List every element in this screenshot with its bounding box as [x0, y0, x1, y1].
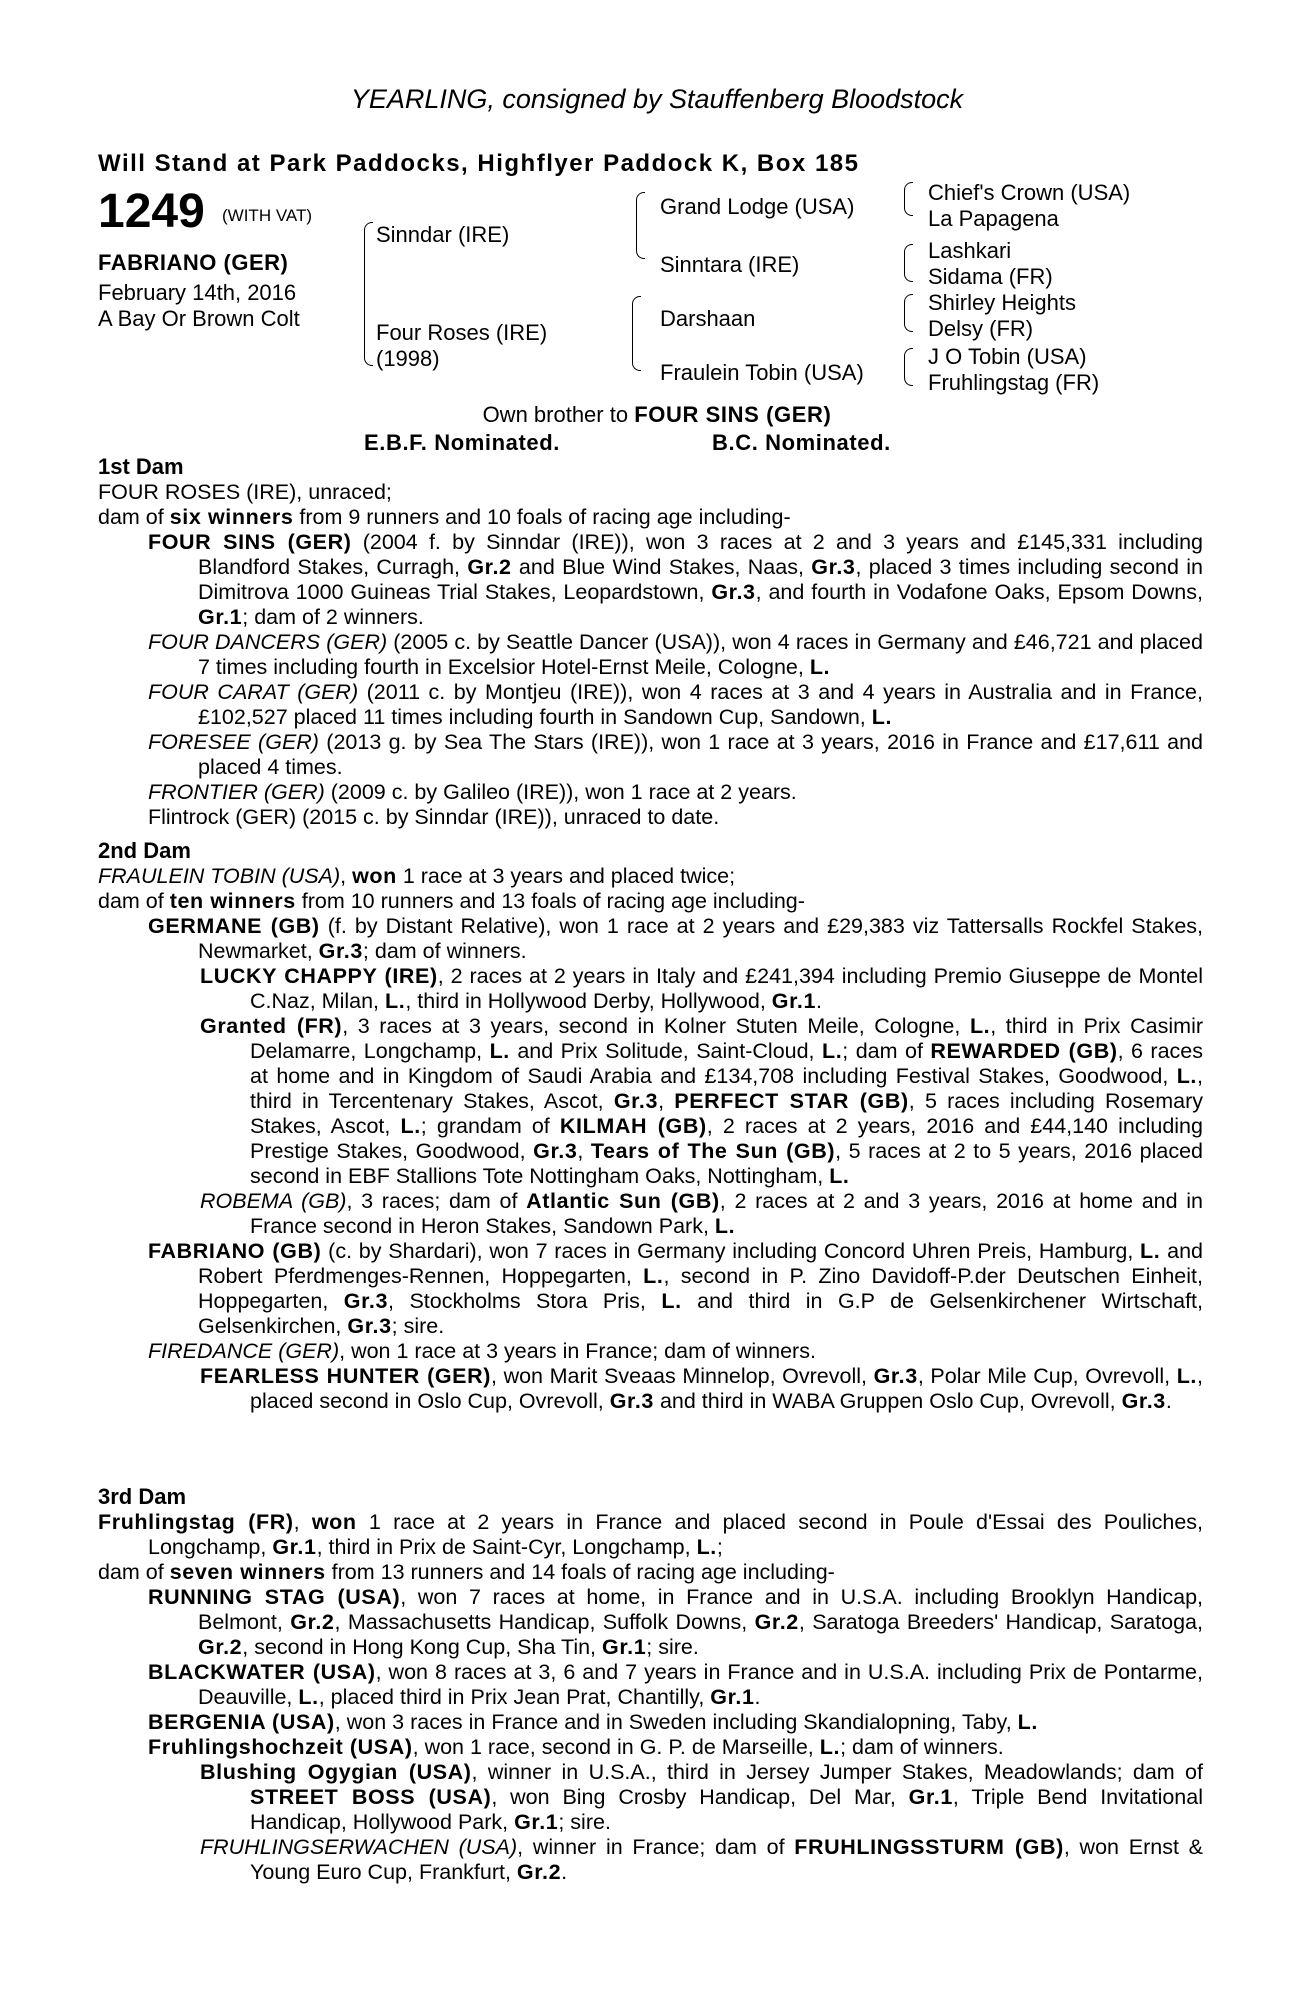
progeny-entry: FRUHLINGSERWACHEN (USA), winner in France; dam of FRUHLINGSSTURM (GB), won Ernst & Young Euro Cup, Frankfurt, Gr.2.	[200, 1835, 1203, 1884]
own-brother-name: FOUR SINS (GER)	[634, 402, 832, 427]
progeny-entry: FORESEE (GER) (2013 g. by Sea The Stars (IRE)), won 1 race at 3 years, 2016 in France and £17,611 and placed 4 times.	[148, 730, 1203, 779]
second-dam-section	[98, 864, 1203, 1414]
pedigree-sire-sire: Grand Lodge (USA)	[660, 194, 855, 219]
pedigree-dss: Shirley Heights	[928, 290, 1076, 315]
progeny-entry: FOUR SINS (GER) (2004 f. by Sinndar (IRE)), won 3 races at 2 and 3 years and £145,331 including Blandford Stakes, Curragh, Gr.2 and Blue Wind Stakes, Naas, Gr.3, placed 3 times including second in Dimitrova 1000 Guineas Trial Stakes, Leopardstown, Gr.3, and fourth in Vodafone Oaks, Epsom Downs, Gr.1; dam of 2 winners.	[148, 530, 1203, 629]
horse-name: FABRIANO (GER)	[98, 250, 289, 275]
pedigree-brace-sire-b	[636, 232, 645, 259]
progeny-entry: FRONTIER (GER) (2009 c. by Galileo (IRE)), won 1 race at 2 years.	[148, 780, 797, 804]
progeny-entry: BLACKWATER (USA), won 8 races at 3, 6 and 7 years in France and in U.S.A. including Prix de Pontarme, Deauville, L., placed third in Prix Jean Prat, Chantilly, Gr.1.	[148, 1660, 1203, 1709]
dam-summary: dam of ten winners from 10 runners and 13 foals of racing age including-	[98, 889, 805, 913]
progeny-entry: Granted (FR), 3 races at 3 years, second in Kolner Stuten Meile, Cologne, L., third in Prix Casimir Delamarre, Longchamp, L. and Prix Solitude, Saint-Cloud, L.; dam of REWARDED (GB), 6 races at home and in Kingdom of Saudi Arabia and £134,708 including Festival Stakes, Goodwood, L., third in Tercentenary Stakes, Ascot, Gr.3, PERFECT STAR (GB), 5 races including Rosemary Stakes, Ascot, L.; grandam of KILMAH (GB), 2 races at 2 years, 2016 and £44,140 including Prestige Stakes, Goodwood, Gr.3, Tears of The Sun (GB), 5 races at 2 to 5 years, 2016 placed second in EBF Stallions Tote Nottingham Oaks, Nottingham, L.	[200, 1014, 1203, 1188]
first-dam-section	[98, 480, 1203, 830]
pedigree-ddd: Fruhlingstag (FR)	[928, 370, 1100, 395]
pedigree-dam-dam: Fraulein Tobin (USA)	[660, 360, 864, 385]
pedigree-brace-sire	[636, 192, 645, 233]
pedigree-dam-sire: Darshaan	[660, 306, 756, 331]
progeny-entry: RUNNING STAG (USA), won 7 races at home, in France and in U.S.A. including Brooklyn Handicap, Belmont, Gr.2, Massachusetts Handicap, Suffolk Downs, Gr.2, Saratoga Breeders' Handicap, Saratoga, Gr.2, second in Hong Kong Cup, Sha Tin, Gr.1; sire.	[148, 1585, 1203, 1659]
pedigree-brace-3	[904, 294, 913, 332]
dam-intro: FOUR ROSES (IRE), unraced;	[98, 480, 392, 504]
pedigree-sss: Chief's Crown (USA)	[928, 180, 1131, 205]
pedigree-sds: Lashkari	[928, 238, 1012, 263]
pedigree-brace-dam-b	[632, 332, 641, 371]
stand-location: Will Stand at Park Paddocks, Highflyer Paddock K, Box 185	[98, 150, 860, 177]
dam-intro: FRAULEIN TOBIN (USA), won 1 race at 3 years and placed twice;	[98, 864, 736, 888]
progeny-entry: LUCKY CHAPPY (IRE), 2 races at 2 years in Italy and £241,394 including Premio Giuseppe de Montel C.Naz, Milan, L., third in Hollywood Derby, Hollywood, Gr.1.	[200, 964, 1203, 1013]
progeny-entry: FABRIANO (GB) (c. by Shardari), won 7 races in Germany including Concord Uhren Preis, Hamburg, L. and Robert Pferdmenges-Rennen, Hoppegarten, L., second in P. Zino Davidoff-P.der Deutschen Einheit, Hoppegarten, Gr.3, Stockholms Stora Pris, L. and third in G.P de Gelsenkirchener Wirtschaft, Gelsenkirchen, Gr.3; sire.	[148, 1239, 1203, 1338]
ebf-nominated: E.B.F. Nominated.	[364, 430, 560, 455]
consignor-line: YEARLING, consigned by Stauffenberg Bloodstock	[350, 84, 964, 114]
progeny-entry: GERMANE (GB) (f. by Distant Relative), won 1 race at 2 years and £29,383 viz Tattersalls Rockfel Stakes, Newmarket, Gr.3; dam of winners.	[148, 914, 1204, 963]
progeny-entry: FIREDANCE (GER), won 1 race at 3 years in France; dam of winners.	[148, 1339, 816, 1363]
progeny-entry: FEARLESS HUNTER (GER), won Marit Sveaas Minnelop, Ovrevoll, Gr.3, Polar Mile Cup, Ovrevoll, L., placed second in Oslo Cup, Ovrevoll, Gr.3 and third in WABA Gruppen Oslo Cup, Ovrevoll, Gr.3.	[200, 1364, 1203, 1413]
progeny-entry: FOUR DANCERS (GER) (2005 c. by Seattle Dancer (USA)), won 4 races in Germany and £46,721 and placed 7 times including fourth in Excelsior Hotel-Ernst Meile, Cologne, L.	[148, 630, 1203, 679]
own-brother-prefix: Own brother to	[482, 402, 635, 427]
progeny-entry: ROBEMA (GB), 3 races; dam of Atlantic Sun (GB), 2 races at 2 and 3 years, 2016 at home and in France second in Heron Stakes, Sandown Park, L.	[200, 1189, 1203, 1238]
third-dam-title: 3rd Dam	[98, 1484, 187, 1509]
pedigree-dam-year: (1998)	[376, 346, 440, 371]
pedigree-brace-1	[904, 182, 913, 216]
pedigree-dam: Four Roses (IRE)	[376, 320, 548, 345]
progeny-entry: Blushing Ogygian (USA), winner in U.S.A., third in Jersey Jumper Stakes, Meadowlands; dam of STREET BOSS (USA), won Bing Crosby Handicap, Del Mar, Gr.1, Triple Bend Invitational Handicap, Hollywood Park, Gr.1; sire.	[200, 1760, 1203, 1834]
second-dam-title: 2nd Dam	[98, 838, 191, 863]
third-dam-section	[98, 1510, 1203, 1885]
first-dam-title: 1st Dam	[98, 454, 184, 479]
progeny-entry: Flintrock (GER) (2015 c. by Sinndar (IRE)), unraced to date.	[148, 805, 720, 829]
dam-summary: dam of seven winners from 13 runners and 14 foals of racing age including-	[98, 1560, 835, 1584]
progeny-entry: FOUR CARAT (GER) (2011 c. by Montjeu (IRE)), won 4 races at 3 and 4 years in Australia and in France, £102,527 placed 11 times including fourth in Sandown Cup, Sandown, L.	[148, 680, 1203, 729]
pedigree-sire-dam: Sinntara (IRE)	[660, 252, 800, 277]
pedigree-brace-4	[904, 348, 913, 386]
dam-summary: dam of six winners from 9 runners and 10 foals of racing age including-	[98, 505, 791, 529]
pedigree-sdd: Sidama (FR)	[928, 264, 1053, 289]
progeny-entry: BERGENIA (USA), won 3 races in France and in Sweden including Skandialopning, Taby, L.	[148, 1710, 1038, 1734]
progeny-entry: Fruhlingshochzeit (USA), won 1 race, second in G. P. de Marseille, L.; dam of winners.	[148, 1735, 1004, 1759]
bc-nominated: B.C. Nominated.	[712, 430, 891, 455]
own-brother-note	[0, 402, 1314, 428]
pedigree-ssd: La Papagena	[928, 206, 1059, 231]
vat-note: (WITH VAT)	[222, 206, 313, 225]
pedigree-sire: Sinndar (IRE)	[376, 222, 510, 247]
pedigree-brace-dam	[632, 296, 641, 333]
pedigree-brace-2	[904, 244, 913, 282]
pedigree-dsd: Delsy (FR)	[928, 316, 1034, 341]
lot-number: 1249	[98, 185, 205, 238]
horse-dob: February 14th, 2016	[98, 280, 297, 305]
dam-intro: Fruhlingstag (FR), won 1 race at 2 years in France and placed second in Poule d'Essai des Pouliches, Longchamp, Gr.1, third in Prix de Saint-Cyr, Longchamp, L.;	[98, 1510, 1204, 1559]
pedigree-dds: J O Tobin (USA)	[928, 344, 1087, 369]
pedigree-brace-gen1	[364, 222, 373, 366]
horse-description: A Bay Or Brown Colt	[98, 306, 300, 331]
